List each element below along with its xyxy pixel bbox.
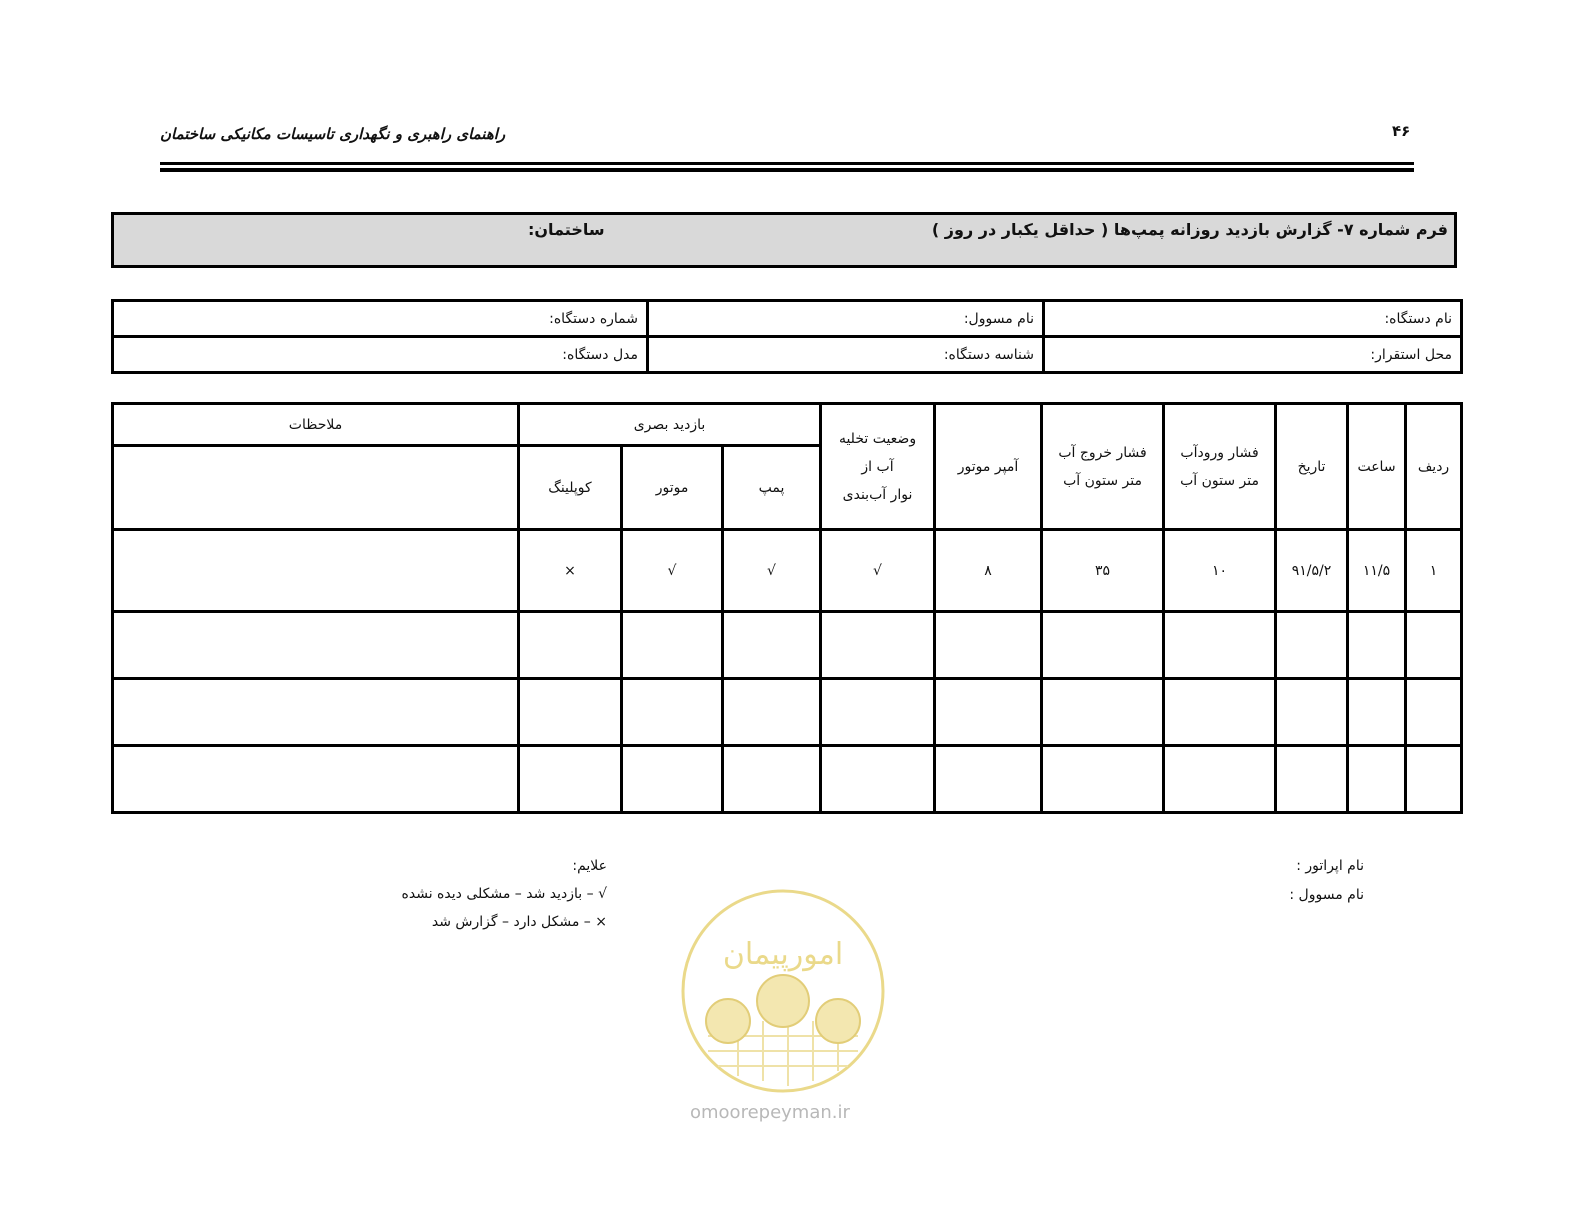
inlet-pressure-label: فشار ورودآب xyxy=(1180,444,1259,461)
cell-empty[interactable] xyxy=(1276,679,1348,746)
responsible-name-field[interactable]: نام مسوول: xyxy=(648,301,1044,337)
cell-empty[interactable] xyxy=(1406,679,1462,746)
header-rule xyxy=(160,162,1414,165)
cell-empty[interactable] xyxy=(1406,746,1462,813)
cell-coupling[interactable]: × xyxy=(519,530,622,612)
col-notes: ملاحظات xyxy=(113,404,519,446)
cell-pump[interactable]: √ xyxy=(723,530,821,612)
cell-empty[interactable] xyxy=(622,679,723,746)
header-rule-thick xyxy=(160,168,1414,172)
cell-drain[interactable]: √ xyxy=(821,530,935,612)
table-row-empty xyxy=(113,679,1462,746)
cell-empty[interactable] xyxy=(821,679,935,746)
book-title: راهنمای راهبری و نگهداری تاسیسات مکانیکی ساختمان xyxy=(160,125,506,143)
cell-empty[interactable] xyxy=(1348,746,1406,813)
col-motor: موتور xyxy=(622,446,723,530)
cell-empty[interactable] xyxy=(519,679,622,746)
inspection-table xyxy=(111,402,1463,814)
col-pump: پمپ xyxy=(723,446,821,530)
device-info-table xyxy=(111,299,1463,374)
cell-empty[interactable] xyxy=(519,746,622,813)
cell-empty[interactable] xyxy=(935,746,1042,813)
cell-empty[interactable] xyxy=(113,679,519,746)
legend-problem: × – مشکل دارد – گزارش شد xyxy=(431,914,607,930)
cell-empty[interactable] xyxy=(1042,746,1164,813)
drain-label-1: وضعیت تخلیه xyxy=(838,430,917,447)
col-inlet-pressure xyxy=(1164,404,1276,530)
cell-empty[interactable] xyxy=(113,612,519,679)
device-number-field[interactable]: شماره دستگاه: xyxy=(113,301,648,337)
cell-amp[interactable]: ۸ xyxy=(935,530,1042,612)
cell-empty[interactable] xyxy=(935,679,1042,746)
watermark-logo-text: امورپیمان xyxy=(722,937,844,972)
cell-empty[interactable] xyxy=(622,746,723,813)
device-model-field[interactable]: مدل دستگاه: xyxy=(113,337,648,373)
legend-title: علایم: xyxy=(572,858,607,874)
cell-empty[interactable] xyxy=(821,612,935,679)
cell-empty[interactable] xyxy=(723,612,821,679)
cell-empty[interactable] xyxy=(1276,746,1348,813)
responsible-name-label: نام مسوول : xyxy=(1289,887,1364,903)
cell-empty[interactable] xyxy=(113,746,519,813)
cell-notes[interactable] xyxy=(113,530,519,612)
cell-empty[interactable] xyxy=(519,612,622,679)
table-row-empty xyxy=(113,612,1462,679)
device-id-field[interactable]: شناسه دستگاه: xyxy=(648,337,1044,373)
col-motor-amp: آمپر موتور xyxy=(935,404,1042,530)
cell-empty[interactable] xyxy=(1164,746,1276,813)
cell-empty[interactable] xyxy=(723,679,821,746)
cell-empty[interactable] xyxy=(622,612,723,679)
table-row-empty xyxy=(113,746,1462,813)
device-name-field[interactable]: نام دستگاه: xyxy=(1044,301,1462,337)
cell-empty[interactable] xyxy=(1164,679,1276,746)
cell-empty[interactable] xyxy=(821,746,935,813)
cell-empty[interactable] xyxy=(1164,612,1276,679)
cell-empty[interactable] xyxy=(935,612,1042,679)
location-field[interactable]: محل استقرار: xyxy=(1044,337,1462,373)
col-drain-status xyxy=(821,404,935,530)
table-row xyxy=(113,530,1462,612)
col-time: ساعت xyxy=(1348,404,1406,530)
col-visual-inspection: بازدید بصری xyxy=(519,404,821,446)
drain-label-2: آب از xyxy=(861,458,894,475)
outlet-pressure-label: فشار خروج آب xyxy=(1058,444,1147,461)
cell-motor[interactable]: √ xyxy=(622,530,723,612)
cell-empty[interactable] xyxy=(1276,612,1348,679)
legend-ok: √ – بازدید شد – مشکلی دیده نشده xyxy=(401,886,607,902)
cell-empty[interactable] xyxy=(1042,612,1164,679)
cell-empty[interactable] xyxy=(1348,612,1406,679)
cell-inlet[interactable]: ۱۰ xyxy=(1164,530,1276,612)
operator-name-label: نام اپراتور : xyxy=(1296,858,1364,874)
col-row: ردیف xyxy=(1406,404,1462,530)
cell-empty[interactable] xyxy=(1042,679,1164,746)
notes-subheader xyxy=(113,446,519,530)
watermark-stamp xyxy=(678,886,888,1096)
cell-empty[interactable] xyxy=(723,746,821,813)
col-date: تاریخ xyxy=(1276,404,1348,530)
col-outlet-pressure xyxy=(1042,404,1164,530)
cell-date[interactable]: ۹۱/۵/۲ xyxy=(1276,530,1348,612)
building-label: ساختمان: xyxy=(528,220,605,239)
cell-row[interactable]: ۱ xyxy=(1406,530,1462,612)
cell-time[interactable]: ۱۱/۵ xyxy=(1348,530,1406,612)
page-number: ۴۶ xyxy=(1392,122,1411,140)
form-title: فرم شماره ۷- گزارش بازدید روزانه پمپ‌ها ( حداقل یکبار در روز ) xyxy=(931,220,1448,239)
outlet-pressure-unit: متر ستون آب xyxy=(1063,472,1142,489)
cell-empty[interactable] xyxy=(1406,612,1462,679)
drain-label-3: نوار آب‌بندی xyxy=(842,486,913,503)
watermark-url: omoorepeyman.ir xyxy=(690,1102,850,1123)
cell-empty[interactable] xyxy=(1348,679,1406,746)
inlet-pressure-unit: متر ستون آب xyxy=(1180,472,1259,489)
col-coupling: کوپلینگ xyxy=(519,446,622,530)
cell-outlet[interactable]: ۳۵ xyxy=(1042,530,1164,612)
